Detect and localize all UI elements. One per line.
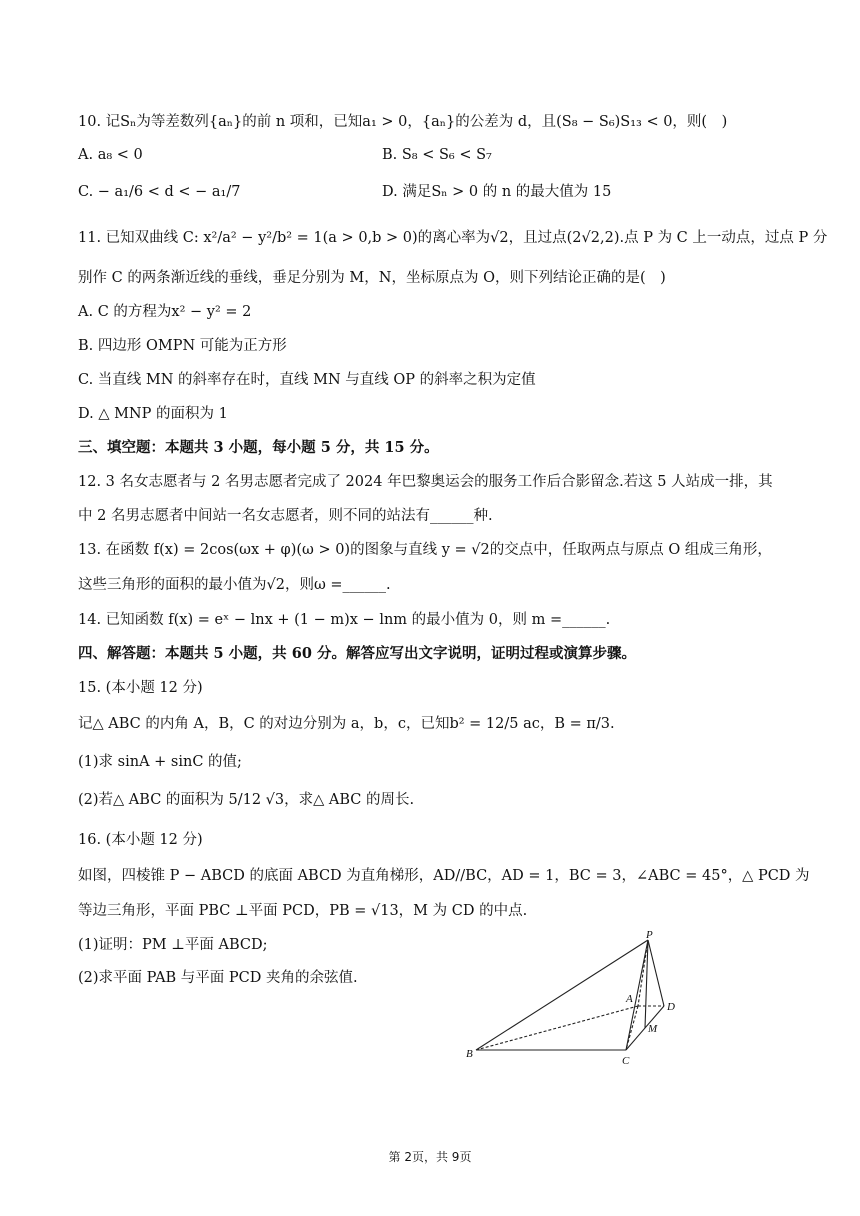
q10-stem: 10. 记Sₙ为等差数列{aₙ}的前 n 项和，已知a₁ > 0，{aₙ}的公差为 d，且(S₈ − S₆)S₁₃ < 0，则( ) bbox=[78, 114, 728, 130]
edge-PB bbox=[476, 940, 648, 1050]
q12-line2: 中 2 名男志愿者中间站一名女志愿者，则不同的站法有______种. bbox=[78, 508, 493, 524]
q15-part1: (1)求 sinA + sinC 的值; bbox=[78, 754, 242, 770]
q15-header: 15. (本小题 12 分) bbox=[78, 680, 203, 696]
q16-part2: (2)求平面 PAB 与平面 PCD 夹角的余弦值. bbox=[78, 970, 358, 986]
q11-option-d: D. △ MNP 的面积为 1 bbox=[78, 406, 228, 422]
label-C: C bbox=[622, 1055, 630, 1067]
q11-stem-line1: 11. 已知双曲线 C: x²/a² − y²/b² = 1(a > 0,b > 0)的离心率为√2，且过点(2√2,2).点 P 为 C 上一动点，过点 P 分 bbox=[78, 230, 828, 246]
edge-PD bbox=[648, 940, 664, 1006]
q13-line2: 这些三角形的面积的最小值为√2，则ω =______. bbox=[78, 577, 391, 593]
q11-option-a: A. C 的方程为x² − y² = 2 bbox=[78, 304, 252, 320]
q16-header: 16. (本小题 12 分) bbox=[78, 832, 203, 848]
q15-stem: 记△ ABC 的内角 A，B，C 的对边分别为 a，b，c，已知b² = 12/5 ac，B = π/3. bbox=[78, 716, 615, 732]
q16-part1: (1)证明：PM ⊥平面 ABCD; bbox=[78, 937, 268, 953]
q14-line: 14. 已知函数 f(x) = eˣ − lnx + (1 − m)x − lnm 的最小值为 0，则 m =______. bbox=[78, 612, 611, 628]
label-D: D bbox=[667, 1001, 675, 1013]
pyramid-figure bbox=[462, 928, 692, 1070]
q12-line1: 12. 3 名女志愿者与 2 名男志愿者完成了 2024 年巴黎奥运会的服务工作后合影留念.若这 5 人站成一排，其 bbox=[78, 474, 773, 490]
label-M: M bbox=[648, 1023, 658, 1035]
label-A: A bbox=[626, 993, 633, 1005]
q11-option-c: C. 当直线 MN 的斜率存在时，直线 MN 与直线 OP 的斜率之积为定值 bbox=[78, 372, 536, 388]
q10-option-a: A. a₈ < 0 bbox=[78, 147, 143, 163]
section-4-heading: 四、解答题：本题共 5 小题，共 60 分。解答应写出文字说明，证明过程或演算步骤。 bbox=[78, 645, 636, 662]
section-3-heading: 三、填空题：本题共 3 小题，每小题 5 分，共 15 分。 bbox=[78, 439, 439, 456]
label-P: P bbox=[646, 929, 653, 941]
q10-option-b: B. S₈ < S₆ < S₇ bbox=[382, 147, 492, 163]
q13-line1: 13. 在函数 f(x) = 2cos(ωx + φ)(ω > 0)的图象与直线 y = √2的交点中，任取两点与原点 O 组成三角形， bbox=[78, 542, 772, 558]
q16-stem-line1: 如图，四棱锥 P − ABCD 的底面 ABCD 为直角梯形，AD//BC，AD = 1，BC = 3，∠ABC = 45°，△ PCD 为 bbox=[78, 868, 810, 884]
label-B: B bbox=[466, 1048, 473, 1060]
q10-option-d: D. 满足Sₙ > 0 的 n 的最大值为 15 bbox=[382, 184, 612, 200]
edge-BA bbox=[476, 1006, 638, 1050]
q11-stem-line2: 别作 C 的两条渐近线的垂线，垂足分别为 M，N，坐标原点为 O，则下列结论正确的是( ) bbox=[78, 270, 666, 286]
q10-option-c: C. − a₁/6 < d < − a₁/7 bbox=[78, 184, 241, 200]
q16-stem-line2: 等边三角形，平面 PBC ⊥平面 PCD，PB = √13，M 为 CD 的中点. bbox=[78, 903, 528, 919]
q15-part2: (2)若△ ABC 的面积为 5/12 √3，求△ ABC 的周长. bbox=[78, 792, 415, 808]
q11-option-b: B. 四边形 OMPN 可能为正方形 bbox=[78, 338, 287, 354]
page-footer: 第 2页，共 9页 bbox=[388, 1150, 472, 1164]
